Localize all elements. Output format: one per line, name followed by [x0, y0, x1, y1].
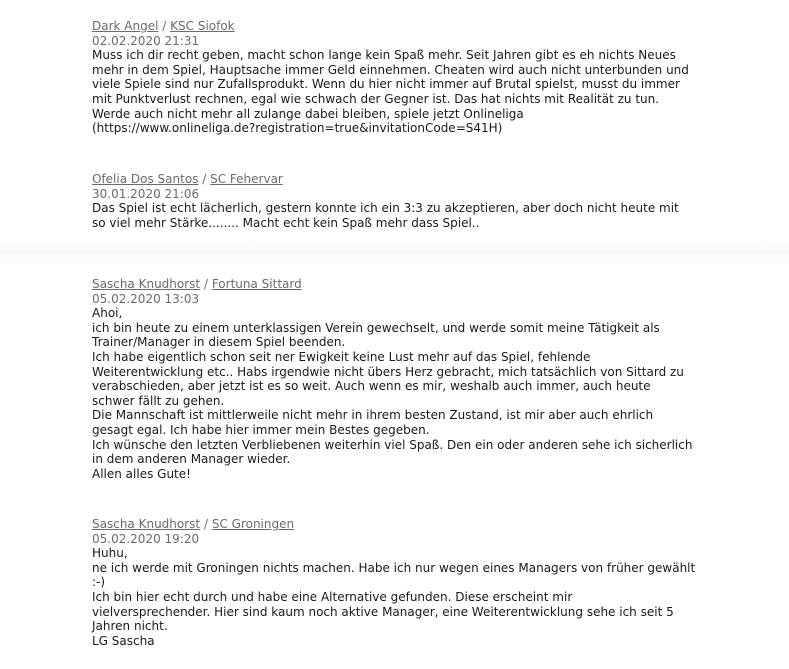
post-text-line: Die Mannschaft ist mittlerweile nicht mehr in ihrem besten Zustand, ist mir aber auch ehrlich: [92, 408, 654, 423]
post-text-line: Huhu,: [92, 546, 128, 561]
club-link[interactable]: SC Groningen: [211, 517, 295, 531]
author-link[interactable]: Sascha Knudhorst: [92, 277, 201, 291]
post-text-line: mit Punktverlust rechnen, egal wie schwach der Gegner ist. Das hat nichts mit Realität zu tun.: [92, 91, 660, 106]
author-club-separator: /: [162, 19, 171, 33]
post-text-line: Weiterentwicklung etc.. Habs irgendwie nicht übers Herz gebracht, mich tatsächlich von Sittard zu: [92, 364, 684, 379]
club-link[interactable]: KSC Siofok: [170, 19, 235, 33]
post-text-line: Ich habe eigentlich schon seit ner Ewigkeit keine Lust mehr auf das Spiel, fehlende: [92, 349, 591, 364]
post-text-line: Werde auch nicht mehr all zulange dabei bleiben, spiele jetzt Onlineliga: [92, 106, 524, 121]
post-header: [92, 517, 702, 532]
forum-post: [92, 19, 702, 136]
post-body: [92, 48, 702, 136]
forum-post: [92, 517, 702, 648]
post-date: 30.01.2020 21:06: [92, 186, 200, 201]
section-divider: [0, 238, 789, 266]
post-text-line: vielversprechender. Hier sind kaum noch aktive Manager, eine Weiterentwicklung sehe ich seit 5: [92, 604, 674, 619]
post-text-line: ne ich werde mit Groningen nichts machen. Habe ich nur wegen eines Managers von früher gewählt: [92, 560, 696, 575]
post-body: [92, 306, 702, 481]
author-club-separator: /: [203, 517, 212, 531]
author-club-separator: /: [203, 277, 212, 291]
post-header: [92, 172, 702, 187]
post-date: 05.02.2020 13:03: [92, 291, 200, 306]
author-club-separator: /: [202, 172, 211, 186]
post-text-line: Das Spiel ist echt lächerlich, gestern konnte ich ein 3:3 zu akzeptieren, aber doch nicht heute mit: [92, 201, 679, 216]
post-header: [92, 19, 702, 34]
author-link[interactable]: Sascha Knudhorst: [92, 517, 201, 531]
post-body: [92, 546, 702, 648]
author-link[interactable]: Dark Angel: [92, 19, 159, 33]
post-date: 05.02.2020 19:20: [92, 531, 200, 546]
post-header: [92, 277, 702, 292]
post-text-line: so viel mehr Stärke........ Macht echt kein Spaß mehr dass Spiel..: [92, 215, 480, 230]
post-text-line: Allen alles Gute!: [92, 466, 191, 481]
forum-post: [92, 172, 702, 230]
author-link[interactable]: Ofelia Dos Santos: [92, 172, 199, 186]
post-text-line: Ich bin hier echt durch und habe eine Alternative gefunden. Diese erscheint mir: [92, 589, 573, 604]
post-text-line: Trainer/Manager in diesem Spiel beenden.: [92, 335, 346, 350]
forum-post: [92, 277, 702, 481]
post-text-line: schwer fällt zu gehen.: [92, 393, 225, 408]
post-text-line: Ahoi,: [92, 306, 123, 321]
post-text-line: :-): [92, 575, 106, 590]
post-text-line: in dem anderen Manager wieder.: [92, 452, 291, 467]
post-date: 02.02.2020 21:31: [92, 33, 200, 48]
post-body: [92, 201, 702, 230]
post-text-line: viele Spiele sind nur Zufallsprodukt. Wenn du hier nicht immer auf Brutal spielst, musst du immer: [92, 77, 680, 92]
post-text-line: LG Sascha: [92, 633, 155, 648]
post-text-line: Muss ich dir recht geben, macht schon lange kein Spaß mehr. Seit Jahren gibt es eh nichts Neues: [92, 48, 676, 63]
post-text-line: gesagt egal. Ich habe hier immer mein Bestes gegeben.: [92, 422, 430, 437]
club-link[interactable]: Fortuna Sittard: [211, 277, 302, 291]
post-text-line: Jahren nicht.: [92, 619, 168, 634]
post-text-line: (https://www.onlineliga.de?registration=true&invitationCode=S41H): [92, 121, 503, 136]
post-text-line: verabschieden, aber jetzt ist es so weit. Auch wenn es mir, weshalb auch immer, auch heute: [92, 379, 651, 394]
post-text-line: Ich wünsche den letzten Verbliebenen weiterhin viel Spaß. Den ein oder anderen sehe ich sicherlich: [92, 437, 693, 452]
club-link[interactable]: SC Fehervar: [210, 172, 283, 186]
post-text-line: ich bin heute zu einem unterklassigen Verein gewechselt, und werde somit meine Tätigkeit als: [92, 320, 660, 335]
post-text-line: mehr in dem Spiel, Hauptsache immer Geld einnehmen. Cheaten wird auch nicht unterbunden und: [92, 62, 689, 77]
